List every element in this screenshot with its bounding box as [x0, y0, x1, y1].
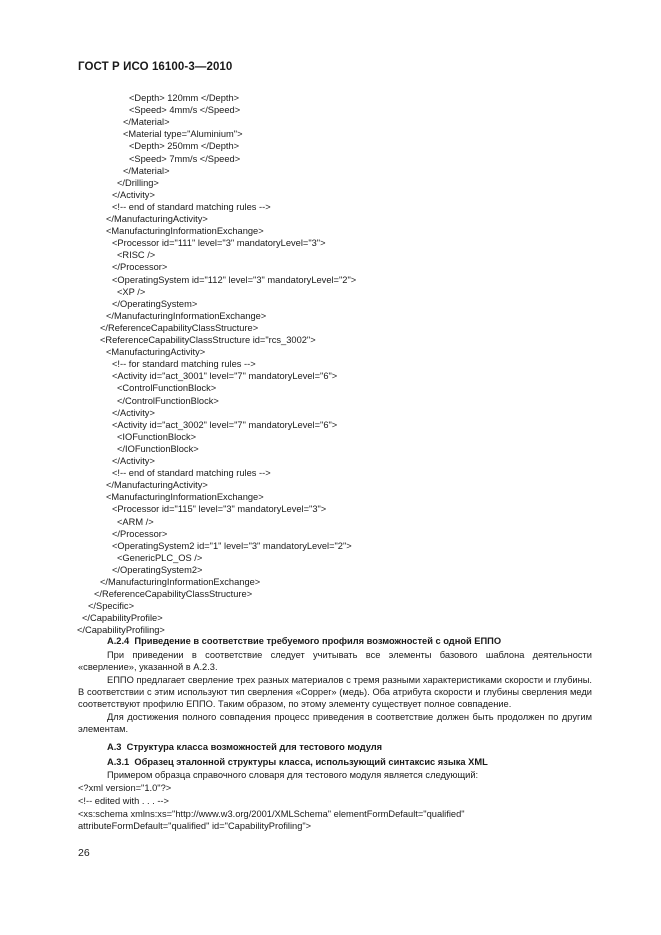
section-a3-paragraph: Примером образца справочного словаря для тестового модуля является следующий: — [107, 770, 479, 780]
code-line: <Processor id="115" level="3" mandatoryLevel="3"> — [112, 504, 327, 515]
code-line: </IOFunctionBlock> — [117, 443, 199, 454]
code-line: </Specific> — [88, 601, 134, 612]
code-line: <Depth> 250mm </Depth> — [129, 141, 240, 152]
code-line: <ManufacturingInformationExchange> — [106, 492, 264, 503]
code-line: </Activity> — [112, 407, 155, 418]
section-a24-paragraph-1: При приведении в соответствие следует учитывать все элементы базового шаблона деятельности «сверление», указанной в А.2.3. — [78, 650, 592, 672]
section-a24-paragraph-2: ЕППО предлагает сверление трех разных материалов с тремя разными характеристиками скорости и глубины. В соответствии с этим используют тип сверления «Copper» (медь). Оба атрибута скорости и глубины сверления меди соответствуют профилю ЕППО. Таким образом, по этому элементу существует полное совпадение. — [78, 675, 592, 709]
xml-schema-line-1: <xs:schema xmlns:xs="http://www.w3.org/2001/XMLSchema" elementFormDefault="qualified" — [78, 809, 465, 819]
document-header: ГОСТ Р ИСО 16100-3—2010 — [78, 61, 233, 73]
code-line: </OperatingSystem2> — [112, 564, 203, 575]
code-line: <ControlFunctionBlock> — [117, 383, 217, 394]
xml-declaration-line: <?xml version="1.0"?> — [78, 783, 172, 793]
code-line: <ManufacturingActivity> — [106, 347, 206, 358]
code-line: </Processor> — [112, 262, 168, 273]
code-line: <OperatingSystem2 id="1" level="3" mandatoryLevel="2"> — [112, 540, 352, 551]
code-line: </Processor> — [112, 528, 168, 539]
page-number: 26 — [78, 847, 90, 859]
code-line: <!-- for standard matching rules --> — [112, 359, 256, 370]
code-line: </Drilling> — [117, 177, 159, 188]
code-line: <XP /> — [117, 286, 146, 297]
code-line: </OperatingSystem> — [112, 298, 198, 309]
code-line: <RISC /> — [117, 250, 156, 261]
code-line: </ControlFunctionBlock> — [117, 395, 219, 406]
code-line: <!-- end of standard matching rules --> — [112, 468, 271, 479]
xml-comment-line: <!-- edited with . . . --> — [78, 796, 169, 806]
code-line: <Depth> 120mm </Depth> — [129, 93, 240, 103]
code-line: </Material> — [123, 117, 170, 128]
code-line: </ManufacturingActivity> — [106, 480, 208, 491]
code-line: <Speed> 7mm/s </Speed> — [129, 153, 241, 164]
code-line: <Material type="Aluminium"> — [123, 129, 243, 140]
code-line: </ReferenceCapabilityClassStructure> — [100, 322, 259, 333]
code-line: <Speed> 4mm/s </Speed> — [129, 105, 241, 116]
code-line: <Activity id="act_3002" level="7" mandatoryLevel="6"> — [112, 419, 338, 430]
section-a24-heading: А.2.4 Приведение в соответствие требуемого профиля возможностей с одной ЕППО — [107, 636, 502, 646]
code-line: </ManufacturingInformationExchange> — [106, 310, 267, 321]
section-a3-heading: А.3 Структура класса возможностей для тестового модуля — [107, 742, 383, 752]
code-line: </ManufacturingInformationExchange> — [100, 577, 261, 587]
code-line: <ARM /> — [117, 516, 154, 527]
xml-schema-line-2: attributeFormDefault="qualified" id="CapabilityProfiling"> — [78, 821, 312, 831]
code-line: <ReferenceCapabilityClassStructure id="rcs_3002"> — [100, 335, 316, 345]
code-line: <ManufacturingInformationExchange> — [106, 226, 264, 237]
code-line: </Activity> — [112, 189, 155, 200]
code-line: </Activity> — [112, 456, 155, 466]
code-line: <OperatingSystem id="112" level="3" mandatoryLevel="2"> — [112, 274, 357, 285]
code-line: <Processor id="111" level="3" mandatoryLevel="3"> — [112, 238, 326, 249]
code-line: </CapabilityProfiling> — [77, 625, 165, 636]
code-line: </CapabilityProfile> — [82, 613, 163, 624]
code-line: </Material> — [123, 165, 170, 176]
code-line: <GenericPLC_OS /> — [117, 552, 203, 563]
code-line: <Activity id="act_3001" level="7" mandatoryLevel="6"> — [112, 371, 338, 382]
code-line: <!-- end of standard matching rules --> — [112, 201, 271, 212]
section-a31-heading: А.3.1 Образец эталонной структуры класса, использующий синтаксис языка XML — [107, 757, 488, 767]
code-line: </ReferenceCapabilityClassStructure> — [94, 589, 253, 600]
code-line: </ManufacturingActivity> — [106, 214, 208, 224]
code-line: <IOFunctionBlock> — [117, 431, 197, 442]
section-a24-paragraph-3: Для достижения полного совпадения процесс приведения в соответствие должен быть продолжен по другим элементам. — [78, 712, 592, 734]
